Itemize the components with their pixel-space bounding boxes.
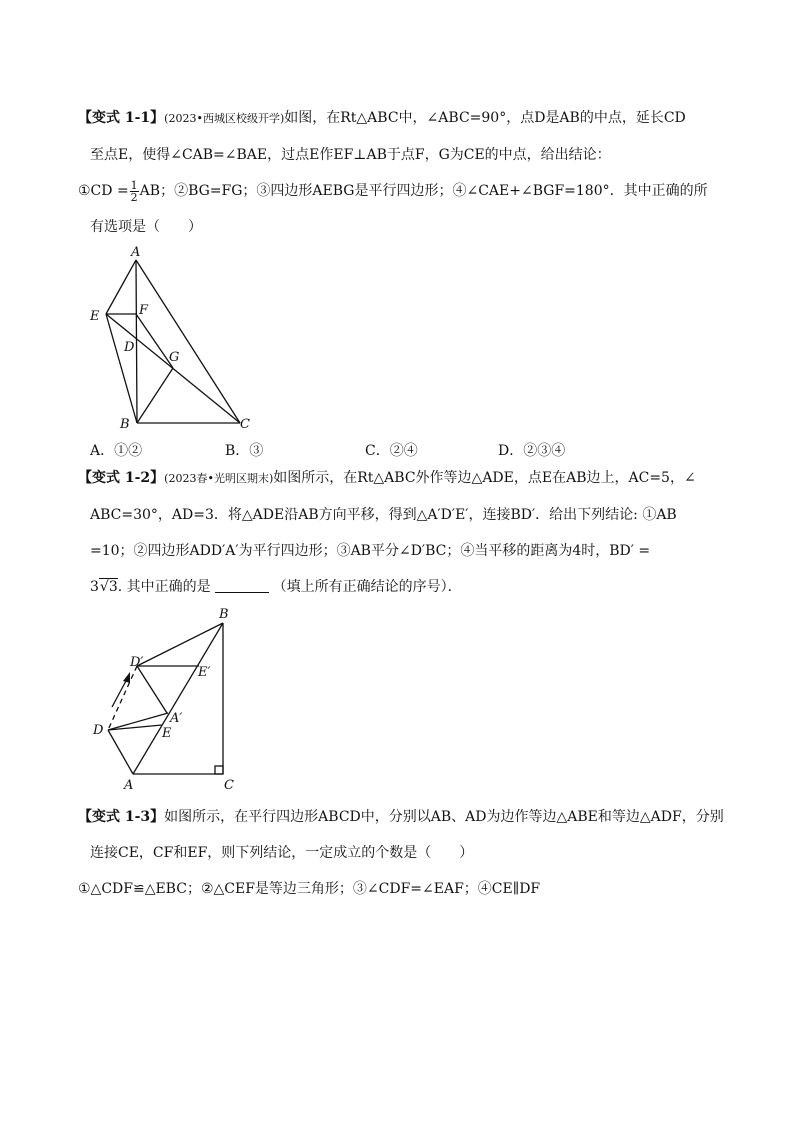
problem-2-figure [88,603,248,793]
point-g-label: G [169,350,180,365]
point-f-label: F [139,303,149,318]
problem-2-line-1 [78,460,728,497]
problem-2-coef: 3 [90,579,99,595]
answer-blank[interactable] [215,578,269,593]
fraction-one-half [130,180,139,203]
right-angle-mark [215,766,223,774]
problem-3-tag: 【变式 1-3】 [78,809,165,825]
point-d1-label: D′ [130,655,144,670]
problem-3-text-1: 如图所示，在平行四边形ABCD中，分别以AB、AD为边作等边△ABE和等边△ADF，分别 [164,809,724,825]
point-d-label: D [124,340,135,355]
segment-da [108,730,133,774]
problem-2-line-4 [78,569,728,605]
problem-2-text-1: 如图所示，在Rt△ABC外作等边△ADE，点E在AB边上，AC=5，∠ [273,470,696,486]
problem-1-figure [80,240,270,440]
point-e-label: E [90,309,100,324]
sqrt-radicand: 3 [108,579,118,595]
problem-2 [78,460,728,605]
segment-d1a1 [137,666,167,713]
fraction-denominator: 2 [130,190,138,204]
option-a[interactable]: A．①② [90,443,143,459]
point-b-label: B [120,417,130,432]
segment-ab [136,260,137,423]
segment-bg [137,368,173,423]
problem-1-text-4: 有选项是（ ） [90,219,202,235]
segment-eb [106,314,137,423]
segment-fg [136,314,173,368]
problem-3-text-3: ①△CDF≌△EBC；②△CEF是等边三角形；③∠CDF=∠EAF；④CE∥DF [78,881,541,897]
point-a-label: A [131,245,141,260]
problem-1-line-3 [78,173,728,209]
problem-2-text-3: =10；②四边形ADD′A′为平行四边形；③AB平分∠D′BC；④当平移的距离为4时，BD′ = [90,543,651,559]
point-e1-label: E′ [198,665,211,680]
problem-1-tag: 【变式 1-1】 [78,110,165,126]
segment-ae [106,260,136,314]
problem-1-text-1: 如图，在Rt△ABC中，∠ABC=90°，点D是AB的中点，延长CD [284,110,686,126]
problem-2-text-4b: . 其中正确的是 [117,579,211,595]
point-c-label: C [240,417,250,432]
point-e-label-2: E [162,726,172,741]
problem-2-text-4c: （填上所有正确结论的序号）． [272,579,462,595]
problem-1-text-3b: AB；②BG=FG；③四边形AEBG是平行四边形；④∠CAE+∠BGF=180°．其中正确的所 [139,183,708,199]
problem-2-source: (2023春•光明区期末) [164,472,274,485]
option-c[interactable]: C．②④ [365,443,418,459]
segment-ed1 [108,666,137,730]
problem-1 [78,100,728,245]
option-d[interactable]: D．②③④ [498,443,566,459]
problem-3 [78,799,728,907]
problem-2-text-2: ABC=30°，AD=3．将△ADE沿AB方向平移，得到△A′D′E′，连接BD′．给出下列结论: ①AB [90,507,677,523]
problem-1-source: (2023•西城区校级开学) [164,112,285,125]
point-a-label-2: A [124,778,134,793]
problem-3-line-1 [78,799,728,835]
option-b[interactable]: B．③ [225,443,264,459]
problem-3-text-2: 连接CE，CF和EF，则下列结论，一定成立的个数是（ ） [90,845,474,861]
problem-1-text-2: 至点E，使得∠CAB=∠BAE，过点E作EF⊥AB于点F，G为CE的中点，给出结论： [90,147,611,163]
fraction-numerator: 1 [130,178,138,192]
problem-2-tag: 【变式 1-2】 [78,470,165,486]
sqrt-three: √3 [99,579,118,595]
point-b-label-2: B [219,607,229,622]
problem-1-line-1 [78,100,728,137]
segment-ac [136,260,240,423]
point-d-label-2: D [93,723,104,738]
point-a1-label: A′ [170,711,183,726]
point-c-label-2: C [224,778,234,793]
problem-1-text-3a: ①CD = [78,183,129,199]
